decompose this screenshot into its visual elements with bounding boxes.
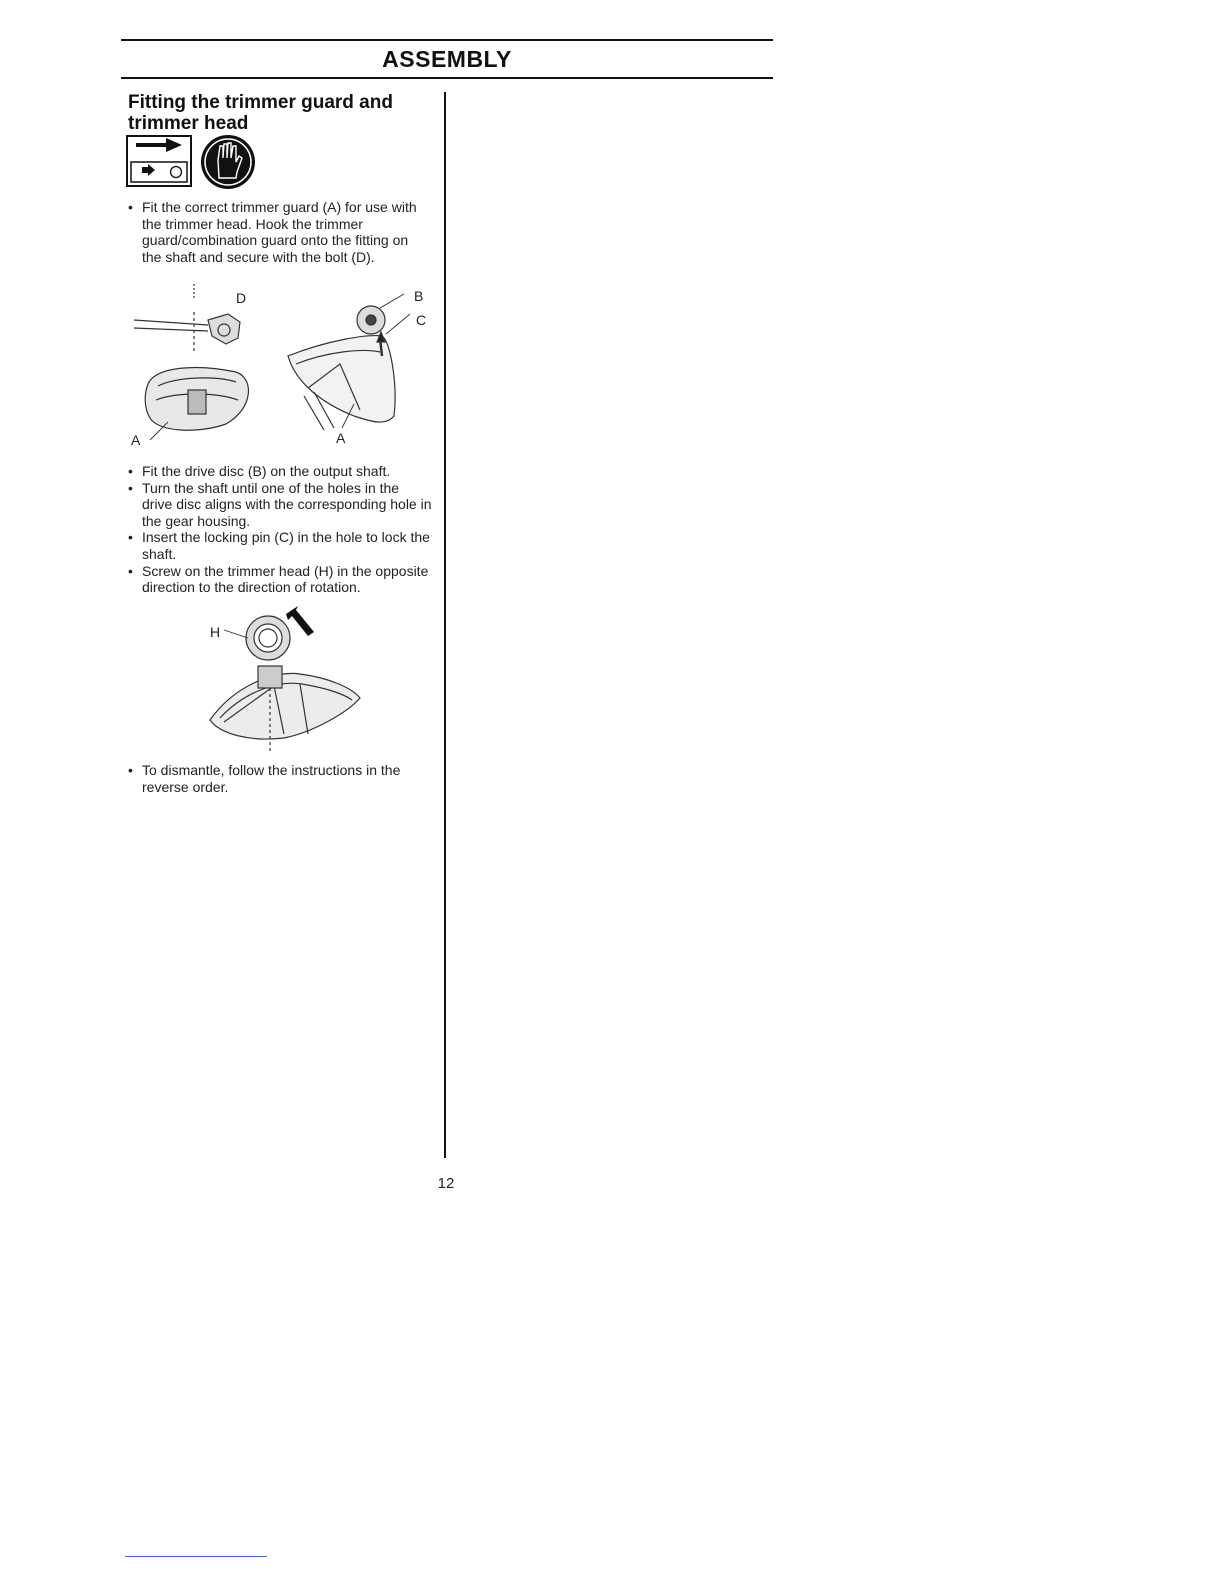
label-d: D bbox=[236, 290, 247, 306]
pictogram-group bbox=[126, 134, 266, 190]
header-bottom-rule bbox=[121, 77, 773, 79]
column-divider bbox=[444, 92, 446, 1158]
trimmer-head-illustration bbox=[204, 604, 366, 756]
read-manual-icon bbox=[127, 136, 191, 186]
guard-fitting-illustration bbox=[128, 280, 440, 450]
instruction-list-fit-guard bbox=[127, 199, 427, 265]
header-top-rule bbox=[121, 39, 773, 41]
label-c: C bbox=[416, 312, 427, 328]
label-a-left: A bbox=[131, 432, 141, 448]
list-item: • Turn the shaft until one of the holes in the drive disc aligns with the corresponding hole in the gear housing. bbox=[127, 480, 433, 530]
instruction-list-dismantle bbox=[127, 762, 427, 795]
list-item: • Screw on the trimmer head (H) in the opposite direction to the direction of rotation. bbox=[127, 563, 433, 596]
page-number: 12 bbox=[437, 1175, 455, 1192]
list-item: • Fit the drive disc (B) on the output shaft. bbox=[127, 463, 433, 480]
list-item: • Fit the correct trimmer guard (A) for use with the trimmer head. Hook the trimmer guard/combination guard onto the fitting on the shaft and secure with the bolt (D). bbox=[127, 199, 427, 265]
figure-guard-fitting bbox=[128, 280, 440, 450]
label-a-right: A bbox=[336, 430, 346, 446]
rotation-arrow-icon bbox=[286, 606, 314, 636]
subsection-heading: Fitting the trimmer guard and trimmer head bbox=[128, 92, 393, 134]
instruction-list-fit-head bbox=[127, 463, 433, 596]
list-item: • To dismantle, follow the instructions in the reverse order. bbox=[127, 762, 427, 795]
section-title: ASSEMBLY bbox=[382, 46, 512, 72]
label-b: B bbox=[414, 288, 424, 304]
list-item: • Insert the locking pin (C) in the hole to lock the shaft. bbox=[127, 529, 433, 562]
gloves-icon bbox=[201, 135, 255, 189]
label-h: H bbox=[210, 624, 221, 640]
footer-link-underline bbox=[125, 1556, 267, 1557]
figure-trimmer-head bbox=[204, 604, 366, 756]
